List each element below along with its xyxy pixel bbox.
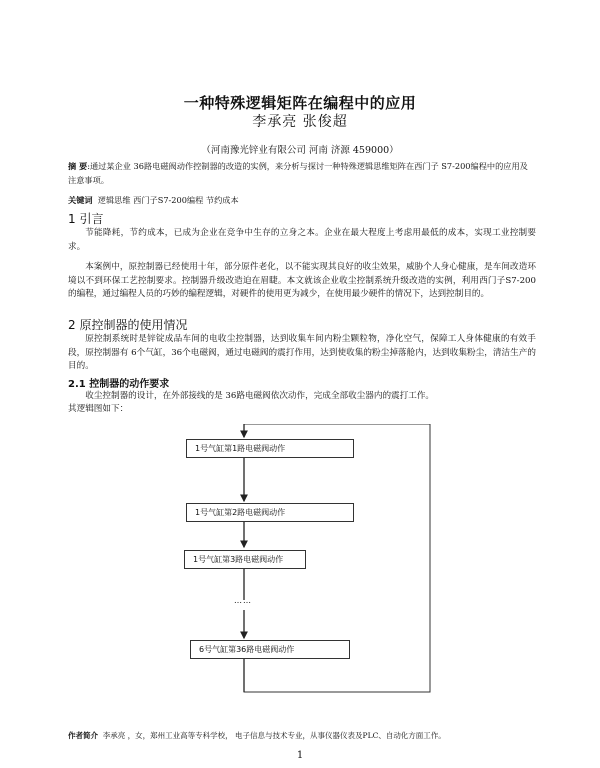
section-2-1-para-2: 其逻辑图如下： <box>68 404 129 414</box>
affiliation: （河南豫光锌业有限公司 河南 济源 459000） <box>201 145 399 156</box>
section-2-para-1: 原控制系统时是锌锭成品车间的电收尘控制器，达到收集车间内粉尘颗粒物，净化空气，保障工人身体健康的有效手段，原控制器有 6个气缸，36个电磁阀，通过电磁阀的震打作用，达到使收集的粉尘掉落舱内，达到收集粉尘，清洁生产的目的。 <box>68 334 536 371</box>
authors: 李承亮 张俊超 <box>252 114 348 130</box>
flow-step-2: 1号气缸第2路电磁阀动作 <box>186 503 354 522</box>
flow-step-3: 1号气缸第3路电磁阀动作 <box>184 550 306 569</box>
author-bio <box>68 730 446 741</box>
section-1-para-2: 本案例中，原控制器已经使用十年，部分原件老化，以不能实现其良好的收尘效果，威胁个人身心健康，是车间改造环境以不到环保工艺控制要求。控制器升级改造迫在眉睫。本文就该企业收尘控制系统升级改造的实例，利用西门子S7-200的编程，通过编程人员的巧妙的编程逻辑，对硬件的使用更为减少，在使用最少硬件的情况下，达到控制目的。 <box>68 262 536 299</box>
keywords-text: 逻辑思维 西门子S7-200编程 节约成本 <box>97 195 239 205</box>
flow-step-1: 1号气缸第1路电磁阀动作 <box>186 439 354 458</box>
section-2-heading: 2 原控制器的使用情况 <box>68 318 188 332</box>
abstract <box>68 159 536 187</box>
abstract-text: :通过某企业 36路电磁阀动作控制器的改造的实例，来分析与探讨一种特殊逻辑思维矩阵在西门子 S7-200编程中的应用及注意事项。 <box>68 161 528 185</box>
flow-ellipsis: …… <box>234 596 252 605</box>
paper-title: 一种特殊逻辑矩阵在编程中的应用 <box>183 94 417 112</box>
author-bio-label: 作者简介 <box>68 731 98 740</box>
section-1-para-1: 节能降耗，节约成本，已成为企业在竞争中生存的立身之本。企业在最大程度上考虑用最低的成本，实现工业控制要求。 <box>68 228 536 252</box>
section-2-1-heading: 2.1 控制器的动作要求 <box>68 379 170 390</box>
abstract-label: 摘 要 <box>68 161 88 171</box>
author-bio-text: 李承亮 ，女，郑州工业高等专科学校， 电子信息与技术专业，从事仪器仪表及PLC、自动化方面工作。 <box>102 731 446 740</box>
section-2-1-para-1: 收尘控制器的设计，在外部接线的是 36路电磁阀依次动作，完成全部收尘器内的震打工作。 <box>85 391 435 401</box>
keywords <box>68 195 239 206</box>
page-number: 1 <box>296 750 304 761</box>
keywords-label: 关键词 <box>68 195 93 205</box>
logic-flowchart <box>170 424 440 694</box>
flow-step-4: 6号气缸第36路电磁阀动作 <box>190 640 350 659</box>
section-1-heading: 1 引言 <box>68 212 104 226</box>
